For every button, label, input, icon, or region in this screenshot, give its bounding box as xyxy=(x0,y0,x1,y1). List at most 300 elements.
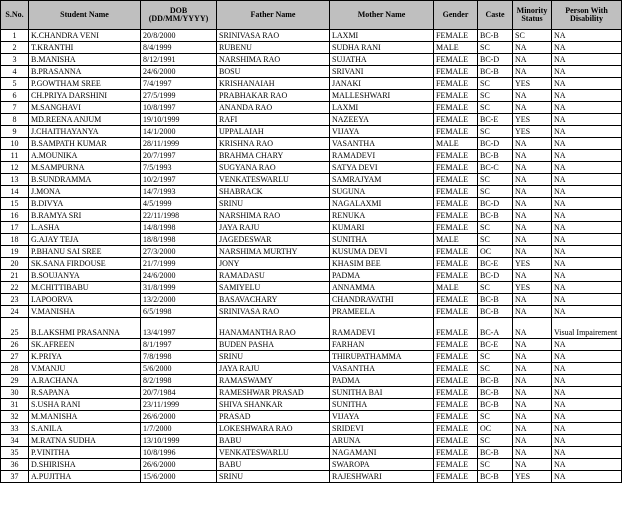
table-row xyxy=(1,447,622,459)
cell-mother-name: KUSUMA DEVI xyxy=(330,246,434,258)
cell-caste: SC xyxy=(478,282,513,294)
cell-mother-name: VIJAYA xyxy=(330,126,434,138)
cell-student-name: B.SAMPATH KUMAR xyxy=(29,138,141,150)
cell-gender: FEMALE xyxy=(434,162,478,174)
cell-sno: 2 xyxy=(1,42,29,54)
cell-gender: FEMALE xyxy=(434,198,478,210)
cell-dob: 7/8/1998 xyxy=(141,351,217,363)
cell-student-name: P.GOWTHAM SREE xyxy=(29,78,141,90)
cell-student-name: V.MANJU xyxy=(29,363,141,375)
cell-father-name: NARSHIMA RAO xyxy=(217,54,330,66)
cell-mother-name: SATYA DEVI xyxy=(330,162,434,174)
cell-gender: MALE xyxy=(434,282,478,294)
cell-minority-status: NA xyxy=(513,138,552,150)
cell-student-name: B.PRASANNA xyxy=(29,66,141,78)
cell-student-name: V.MANISHA xyxy=(29,306,141,318)
cell-gender: FEMALE xyxy=(434,210,478,222)
cell-student-name: K.CHANDRA VENI xyxy=(29,30,141,42)
cell-student-name: S.USHA RANI xyxy=(29,399,141,411)
cell-gender: FEMALE xyxy=(434,222,478,234)
cell-minority-status: NA xyxy=(513,423,552,435)
cell-sno: 36 xyxy=(1,459,29,471)
table-row xyxy=(1,174,622,186)
cell-disability: NA xyxy=(552,66,622,78)
cell-mother-name: LAXMI xyxy=(330,30,434,42)
cell-father-name: SRINU xyxy=(217,198,330,210)
cell-disability: NA xyxy=(552,78,622,90)
table-row xyxy=(1,270,622,282)
cell-father-name: SHABRACK xyxy=(217,186,330,198)
cell-minority-status: NA xyxy=(513,270,552,282)
cell-caste: BC-D xyxy=(478,54,513,66)
cell-gender: FEMALE xyxy=(434,246,478,258)
cell-minority-status: NA xyxy=(513,102,552,114)
table-row xyxy=(1,423,622,435)
cell-disability: NA xyxy=(552,423,622,435)
cell-gender: FEMALE xyxy=(434,339,478,351)
cell-dob: 18/8/1998 xyxy=(141,234,217,246)
header-disability: Person With Disability xyxy=(552,1,622,30)
cell-mother-name: PRAMEELA xyxy=(330,306,434,318)
cell-caste: SC xyxy=(478,186,513,198)
cell-minority-status: NA xyxy=(513,339,552,351)
cell-student-name: M.CHITTIBABU xyxy=(29,282,141,294)
cell-father-name: UPPALAIAH xyxy=(217,126,330,138)
table-row xyxy=(1,114,622,126)
cell-disability: NA xyxy=(552,102,622,114)
cell-student-name: D.SHIRISHA xyxy=(29,459,141,471)
cell-minority-status: NA xyxy=(513,294,552,306)
cell-mother-name: MALLESHWARI xyxy=(330,90,434,102)
cell-sno: 4 xyxy=(1,66,29,78)
cell-mother-name: SUNITHA xyxy=(330,234,434,246)
table-row xyxy=(1,54,622,66)
cell-dob: 6/5/1998 xyxy=(141,306,217,318)
cell-minority-status: NA xyxy=(513,246,552,258)
cell-disability: NA xyxy=(552,306,622,318)
cell-disability: NA xyxy=(552,186,622,198)
cell-father-name: SHIVA SHANKAR xyxy=(217,399,330,411)
cell-minority-status: NA xyxy=(513,186,552,198)
cell-father-name: HANAMANTHA RAO xyxy=(217,318,330,339)
cell-dob: 27/5/1999 xyxy=(141,90,217,102)
cell-minority-status: NA xyxy=(513,54,552,66)
cell-minority-status: NA xyxy=(513,375,552,387)
cell-mother-name: RENUKA xyxy=(330,210,434,222)
cell-dob: 14/8/1998 xyxy=(141,222,217,234)
cell-gender: FEMALE xyxy=(434,423,478,435)
cell-sno: 23 xyxy=(1,294,29,306)
cell-caste: BC-E xyxy=(478,258,513,270)
cell-caste: BC-E xyxy=(478,114,513,126)
cell-dob: 26/6/2000 xyxy=(141,411,217,423)
cell-mother-name: SUDHA RANI xyxy=(330,42,434,54)
table-row xyxy=(1,102,622,114)
cell-gender: FEMALE xyxy=(434,411,478,423)
cell-caste: BC-D xyxy=(478,138,513,150)
cell-father-name: BABU xyxy=(217,435,330,447)
cell-gender: FEMALE xyxy=(434,306,478,318)
cell-student-name: M.RATNA SUDHA xyxy=(29,435,141,447)
cell-gender: FEMALE xyxy=(434,54,478,66)
cell-gender: MALE xyxy=(434,42,478,54)
cell-sno: 19 xyxy=(1,246,29,258)
cell-sno: 6 xyxy=(1,90,29,102)
table-row xyxy=(1,42,622,54)
cell-mother-name: SUNITHA BAI xyxy=(330,387,434,399)
table-row xyxy=(1,399,622,411)
cell-caste: BC-B xyxy=(478,150,513,162)
cell-minority-status: YES xyxy=(513,114,552,126)
cell-mother-name: PADMA xyxy=(330,375,434,387)
cell-gender: FEMALE xyxy=(434,258,478,270)
cell-gender: FEMALE xyxy=(434,435,478,447)
cell-student-name: L.ASHA xyxy=(29,222,141,234)
cell-caste: BC-D xyxy=(478,198,513,210)
cell-mother-name: KUMARI xyxy=(330,222,434,234)
cell-minority-status: NA xyxy=(513,447,552,459)
cell-gender: FEMALE xyxy=(434,294,478,306)
cell-caste: BC-B xyxy=(478,294,513,306)
cell-disability: NA xyxy=(552,138,622,150)
cell-father-name: NARSHIMA RAO xyxy=(217,210,330,222)
cell-father-name: RUBENU xyxy=(217,42,330,54)
table-row xyxy=(1,351,622,363)
cell-gender: FEMALE xyxy=(434,270,478,282)
cell-sno: 31 xyxy=(1,399,29,411)
cell-student-name: M.MANISHA xyxy=(29,411,141,423)
cell-caste: SC xyxy=(478,411,513,423)
cell-mother-name: SRIVANI xyxy=(330,66,434,78)
cell-dob: 10/2/1997 xyxy=(141,174,217,186)
cell-father-name: RAFI xyxy=(217,114,330,126)
cell-sno: 34 xyxy=(1,435,29,447)
cell-sno: 29 xyxy=(1,375,29,387)
cell-disability: Visual Impairement xyxy=(552,318,622,339)
cell-father-name: ANANDA RAO xyxy=(217,102,330,114)
cell-father-name: NARSHIMA MURTHY xyxy=(217,246,330,258)
cell-father-name: BRAHMA CHARY xyxy=(217,150,330,162)
cell-caste: SC xyxy=(478,174,513,186)
cell-mother-name: SUJATHA xyxy=(330,54,434,66)
cell-minority-status: NA xyxy=(513,363,552,375)
table-row xyxy=(1,294,622,306)
cell-father-name: VENKATESWARLU xyxy=(217,447,330,459)
cell-sno: 32 xyxy=(1,411,29,423)
cell-mother-name: NAZEEYA xyxy=(330,114,434,126)
cell-disability: NA xyxy=(552,126,622,138)
cell-caste: SC xyxy=(478,90,513,102)
cell-student-name: B.SUNDRAMMA xyxy=(29,174,141,186)
table-row xyxy=(1,387,622,399)
cell-dob: 5/6/2000 xyxy=(141,363,217,375)
cell-mother-name: THIRUPATHAMMA xyxy=(330,351,434,363)
cell-dob: 22/11/1998 xyxy=(141,210,217,222)
cell-father-name: SRINU xyxy=(217,351,330,363)
cell-sno: 18 xyxy=(1,234,29,246)
table-row xyxy=(1,411,622,423)
cell-disability: NA xyxy=(552,351,622,363)
cell-minority-status: NA xyxy=(513,174,552,186)
table-row xyxy=(1,90,622,102)
cell-father-name: SAMIYELU xyxy=(217,282,330,294)
cell-minority-status: YES xyxy=(513,282,552,294)
cell-gender: FEMALE xyxy=(434,363,478,375)
cell-mother-name: ANNAMMA xyxy=(330,282,434,294)
cell-caste: BC-B xyxy=(478,399,513,411)
header-student-name: Student Name xyxy=(29,1,141,30)
cell-dob: 14/1/2000 xyxy=(141,126,217,138)
cell-dob: 4/5/1999 xyxy=(141,198,217,210)
cell-mother-name: VASANTHA xyxy=(330,363,434,375)
cell-mother-name: ARUNA xyxy=(330,435,434,447)
cell-student-name: M.SAMPURNA xyxy=(29,162,141,174)
cell-minority-status: NA xyxy=(513,411,552,423)
cell-minority-status: SC xyxy=(513,30,552,42)
cell-minority-status: NA xyxy=(513,42,552,54)
cell-mother-name: NAGAMANI xyxy=(330,447,434,459)
table-row xyxy=(1,234,622,246)
cell-student-name: J.MONA xyxy=(29,186,141,198)
cell-mother-name: RAMADEVI xyxy=(330,150,434,162)
cell-sno: 12 xyxy=(1,162,29,174)
cell-minority-status: NA xyxy=(513,234,552,246)
cell-gender: FEMALE xyxy=(434,174,478,186)
header-row xyxy=(1,1,622,30)
cell-minority-status: YES xyxy=(513,126,552,138)
table-row xyxy=(1,162,622,174)
cell-sno: 26 xyxy=(1,339,29,351)
cell-father-name: SRINIVASA RAO xyxy=(217,30,330,42)
cell-dob: 8/4/1999 xyxy=(141,42,217,54)
cell-student-name: K.PRIYA xyxy=(29,351,141,363)
cell-minority-status: NA xyxy=(513,459,552,471)
cell-caste: SC xyxy=(478,351,513,363)
cell-caste: BC-B xyxy=(478,471,513,483)
cell-disability: NA xyxy=(552,30,622,42)
cell-dob: 13/2/2000 xyxy=(141,294,217,306)
cell-gender: FEMALE xyxy=(434,150,478,162)
cell-dob: 31/8/1999 xyxy=(141,282,217,294)
cell-gender: FEMALE xyxy=(434,351,478,363)
cell-father-name: VENKATESWARLU xyxy=(217,174,330,186)
table-row xyxy=(1,222,622,234)
cell-sno: 28 xyxy=(1,363,29,375)
cell-disability: NA xyxy=(552,198,622,210)
cell-disability: NA xyxy=(552,150,622,162)
cell-sno: 1 xyxy=(1,30,29,42)
cell-caste: SC xyxy=(478,459,513,471)
cell-father-name: BASAVACHARY xyxy=(217,294,330,306)
cell-dob: 8/2/1998 xyxy=(141,375,217,387)
table-row xyxy=(1,78,622,90)
cell-mother-name: SUNITHA xyxy=(330,399,434,411)
cell-father-name: SRINIVASA RAO xyxy=(217,306,330,318)
cell-mother-name: KHASIM BEE xyxy=(330,258,434,270)
table-row xyxy=(1,258,622,270)
cell-sno: 16 xyxy=(1,210,29,222)
cell-minority-status: NA xyxy=(513,318,552,339)
table-row xyxy=(1,318,622,339)
cell-minority-status: NA xyxy=(513,306,552,318)
cell-dob: 27/3/2000 xyxy=(141,246,217,258)
cell-student-name: CH.PRIYA DARSHINI xyxy=(29,90,141,102)
cell-dob: 8/1/1997 xyxy=(141,339,217,351)
table-row xyxy=(1,471,622,483)
cell-father-name: RAMADASU xyxy=(217,270,330,282)
table-row xyxy=(1,306,622,318)
cell-mother-name: RAMADEVI xyxy=(330,318,434,339)
cell-dob: 20/8/2000 xyxy=(141,30,217,42)
cell-disability: NA xyxy=(552,375,622,387)
cell-caste: SC xyxy=(478,126,513,138)
cell-father-name: JONY xyxy=(217,258,330,270)
cell-caste: BC-B xyxy=(478,306,513,318)
cell-sno: 37 xyxy=(1,471,29,483)
cell-sno: 10 xyxy=(1,138,29,150)
cell-disability: NA xyxy=(552,399,622,411)
cell-gender: MALE xyxy=(434,234,478,246)
cell-caste: SC xyxy=(478,102,513,114)
cell-sno: 20 xyxy=(1,258,29,270)
cell-sno: 24 xyxy=(1,306,29,318)
cell-gender: FEMALE xyxy=(434,399,478,411)
cell-dob: 10/8/1996 xyxy=(141,447,217,459)
cell-sno: 13 xyxy=(1,174,29,186)
header-sno: S.No. xyxy=(1,1,29,30)
cell-disability: NA xyxy=(552,363,622,375)
cell-father-name: SRINU xyxy=(217,471,330,483)
cell-minority-status: NA xyxy=(513,198,552,210)
cell-student-name: I.APOORVA xyxy=(29,294,141,306)
cell-gender: FEMALE xyxy=(434,66,478,78)
cell-mother-name: FARHAN xyxy=(330,339,434,351)
cell-mother-name: SRIDEVI xyxy=(330,423,434,435)
cell-disability: NA xyxy=(552,294,622,306)
cell-caste: OC xyxy=(478,423,513,435)
cell-minority-status: NA xyxy=(513,66,552,78)
table-row xyxy=(1,138,622,150)
cell-sno: 25 xyxy=(1,318,29,339)
cell-minority-status: NA xyxy=(513,351,552,363)
cell-gender: FEMALE xyxy=(434,459,478,471)
cell-gender: MALE xyxy=(434,138,478,150)
cell-minority-status: NA xyxy=(513,90,552,102)
cell-disability: NA xyxy=(552,90,622,102)
cell-mother-name: CHANDRAVATHI xyxy=(330,294,434,306)
cell-mother-name: NAGALAXMI xyxy=(330,198,434,210)
cell-dob: 7/4/1997 xyxy=(141,78,217,90)
cell-sno: 21 xyxy=(1,270,29,282)
cell-gender: FEMALE xyxy=(434,90,478,102)
header-mother-name: Mother Name xyxy=(330,1,434,30)
cell-student-name: SK.SANA FIRDOUSE xyxy=(29,258,141,270)
cell-gender: FEMALE xyxy=(434,375,478,387)
cell-caste: SC xyxy=(478,435,513,447)
cell-student-name: A.RACHANA xyxy=(29,375,141,387)
table-row xyxy=(1,30,622,42)
cell-minority-status: NA xyxy=(513,387,552,399)
cell-father-name: JAYA RAJU xyxy=(217,222,330,234)
cell-caste: BC-B xyxy=(478,387,513,399)
cell-disability: NA xyxy=(552,54,622,66)
cell-mother-name: VIJAYA xyxy=(330,411,434,423)
cell-caste: SC xyxy=(478,78,513,90)
cell-student-name: J.CHAITHAYANYA xyxy=(29,126,141,138)
cell-gender: FEMALE xyxy=(434,102,478,114)
cell-sno: 5 xyxy=(1,78,29,90)
cell-gender: FEMALE xyxy=(434,186,478,198)
cell-gender: FEMALE xyxy=(434,114,478,126)
cell-father-name: RAMESHWAR PRASAD xyxy=(217,387,330,399)
cell-father-name: BABU xyxy=(217,459,330,471)
cell-sno: 30 xyxy=(1,387,29,399)
cell-father-name: JAGEDESWAR xyxy=(217,234,330,246)
cell-gender: FEMALE xyxy=(434,30,478,42)
cell-disability: NA xyxy=(552,387,622,399)
cell-caste: BC-E xyxy=(478,339,513,351)
cell-dob: 20/7/1984 xyxy=(141,387,217,399)
cell-student-name: R.SAPANA xyxy=(29,387,141,399)
cell-father-name: RAMASWAMY xyxy=(217,375,330,387)
cell-caste: SC xyxy=(478,363,513,375)
cell-disability: NA xyxy=(552,174,622,186)
cell-sno: 8 xyxy=(1,114,29,126)
header-minority-status: Minority Status xyxy=(513,1,552,30)
cell-disability: NA xyxy=(552,471,622,483)
cell-dob: 19/10/1999 xyxy=(141,114,217,126)
cell-caste: BC-B xyxy=(478,210,513,222)
cell-dob: 14/7/1993 xyxy=(141,186,217,198)
header-caste: Caste xyxy=(478,1,513,30)
cell-student-name: G.AJAY TEJA xyxy=(29,234,141,246)
cell-minority-status: YES xyxy=(513,471,552,483)
cell-disability: NA xyxy=(552,162,622,174)
cell-dob: 8/12/1991 xyxy=(141,54,217,66)
cell-minority-status: NA xyxy=(513,162,552,174)
table-row xyxy=(1,339,622,351)
cell-sno: 9 xyxy=(1,126,29,138)
cell-caste: SC xyxy=(478,222,513,234)
cell-mother-name: SWAROPA xyxy=(330,459,434,471)
cell-gender: FEMALE xyxy=(434,126,478,138)
cell-sno: 3 xyxy=(1,54,29,66)
cell-dob: 7/5/1993 xyxy=(141,162,217,174)
cell-disability: NA xyxy=(552,210,622,222)
cell-dob: 23/11/1999 xyxy=(141,399,217,411)
cell-father-name: KRISHNA RAO xyxy=(217,138,330,150)
cell-mother-name: VASANTHA xyxy=(330,138,434,150)
cell-dob: 24/6/2000 xyxy=(141,66,217,78)
cell-disability: NA xyxy=(552,459,622,471)
cell-student-name: M.SANGHAVI xyxy=(29,102,141,114)
cell-disability: NA xyxy=(552,339,622,351)
cell-dob: 13/4/1997 xyxy=(141,318,217,339)
table-row xyxy=(1,363,622,375)
cell-gender: FEMALE xyxy=(434,471,478,483)
cell-disability: NA xyxy=(552,447,622,459)
header-father-name: Father Name xyxy=(217,1,330,30)
cell-student-name: A.PUJITHA xyxy=(29,471,141,483)
table-row xyxy=(1,459,622,471)
cell-dob: 15/6/2000 xyxy=(141,471,217,483)
cell-mother-name: RAJESHWARI xyxy=(330,471,434,483)
table-row xyxy=(1,375,622,387)
cell-caste: BC-D xyxy=(478,270,513,282)
cell-dob: 13/10/1999 xyxy=(141,435,217,447)
cell-father-name: PRASAD xyxy=(217,411,330,423)
cell-minority-status: NA xyxy=(513,435,552,447)
